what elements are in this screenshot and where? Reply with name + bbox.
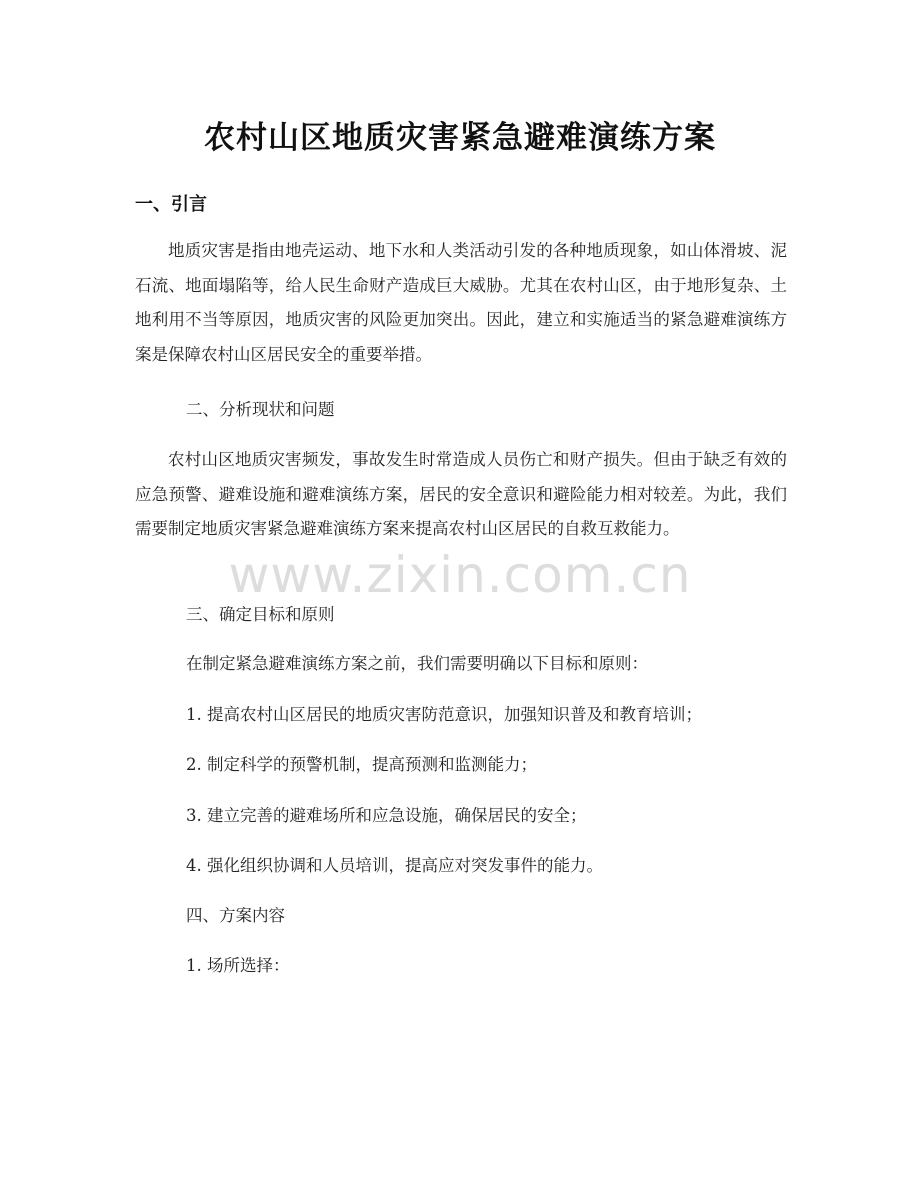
list-item: 2. 制定科学的预警机制，提高预测和监测能力； (186, 755, 537, 774)
section-heading-plan: 四、方案内容 (186, 906, 285, 925)
section-heading-analysis: 二、分析现状和问题 (186, 400, 335, 419)
section-heading-introduction: 一、引言 (135, 194, 207, 215)
paragraph-goals-intro: 在制定紧急避难演练方案之前，我们需要明确以下目标和原则： (186, 654, 648, 673)
watermark: www.zixin.com.cn (228, 546, 692, 604)
list-item: 3. 建立完善的避难场所和应急设施，确保居民的安全； (186, 806, 587, 825)
list-item: 1. 场所选择： (186, 956, 290, 975)
paragraph-analysis: 农村山区地质灾害频发，事故发生时常造成人员伤亡和财产损失。但由于缺乏有效的应急预警、避难设施和避难演练方案，居民的安全意识和避险能力相对较差。为此，我们需要制定地质灾害紧急避难演练方案来提高农村山区居民的自救互救能力。 (135, 450, 787, 538)
list-item: 1. 提高农村山区居民的地质灾害防范意识，加强知识普及和教育培训； (186, 705, 702, 724)
paragraph-introduction: 地质灾害是指由地壳运动、地下水和人类活动引发的各种地质现象，如山体滑坡、泥石流、地面塌陷等，给人民生命财产造成巨大威胁。尤其在农村山区，由于地形复杂、土地利用不当等原因，地质灾害的风险更加突出。因此，建立和实施适当的紧急避难演练方案是保障农村山区居民安全的重要举措。 (135, 241, 787, 364)
list-item: 4. 强化组织协调和人员培训，提高应对突发事件的能力。 (186, 856, 603, 875)
document-title: 农村山区地质灾害紧急避难演练方案 (204, 120, 716, 156)
section-heading-goals: 三、确定目标和原则 (186, 605, 335, 624)
